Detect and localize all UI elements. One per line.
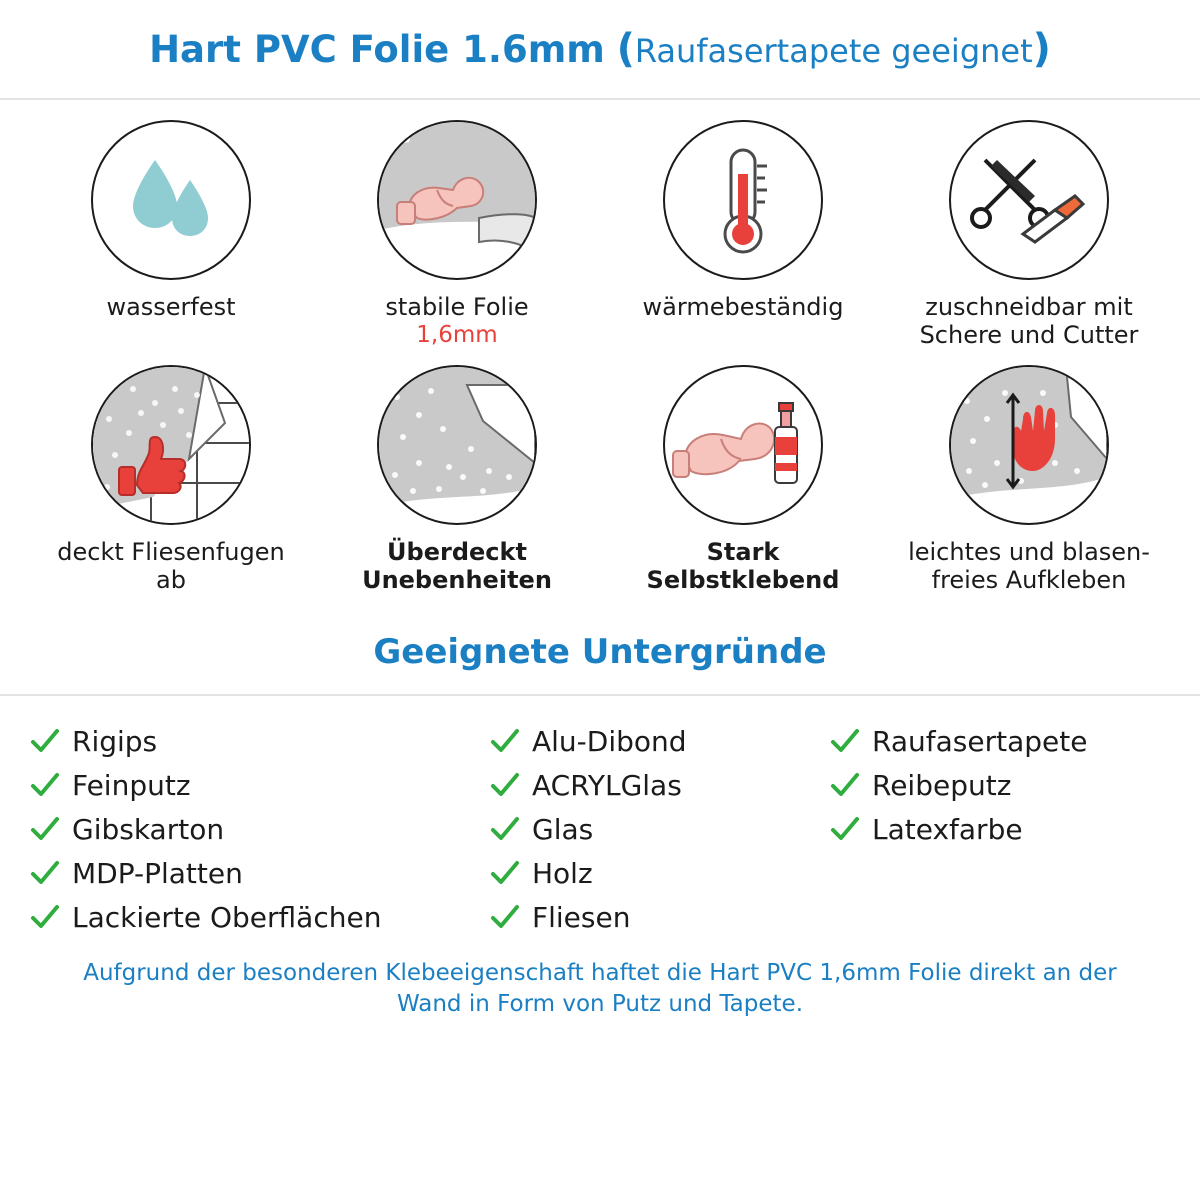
check-icon <box>30 770 60 800</box>
page-title-sub: Raufasertapete geeignet <box>634 32 1033 70</box>
list-item <box>490 720 830 762</box>
feature-label: Stark Selbstklebend <box>646 538 840 594</box>
list-item-label: Rigips <box>72 724 158 758</box>
list-item <box>830 808 1200 850</box>
list-item-label: Fliesen <box>532 900 631 934</box>
feature-icon-circle <box>91 365 251 525</box>
feature-item <box>28 120 314 365</box>
page-title <box>149 26 1051 72</box>
list-item <box>490 852 830 894</box>
feature-item <box>886 120 1172 365</box>
feature-item <box>600 365 886 620</box>
list-item <box>30 896 490 938</box>
paren-open: ( <box>616 26 635 72</box>
check-icon <box>490 726 520 756</box>
substrate-list <box>0 696 1200 938</box>
check-icon <box>490 858 520 888</box>
feature-item <box>28 365 314 620</box>
section-title-substrates: Geeignete Untergründe <box>0 620 1200 696</box>
feature-icon-circle <box>949 120 1109 280</box>
feature-label: leichtes und blasen-freies Aufkleben <box>908 538 1150 594</box>
list-item <box>490 896 830 938</box>
water-drops-icon <box>93 122 249 278</box>
list-item <box>30 720 490 762</box>
check-icon <box>830 726 860 756</box>
list-item-label: Reibeputz <box>872 768 1012 802</box>
list-item-label: Feinputz <box>72 768 191 802</box>
thermometer-icon <box>665 122 821 278</box>
list-item <box>490 764 830 806</box>
hand-smoothing-foil-icon <box>951 367 1107 523</box>
flexing-arm-on-foil-icon <box>379 122 535 278</box>
list-item <box>30 808 490 850</box>
feature-icon-circle <box>377 365 537 525</box>
substrate-column-2 <box>490 720 830 938</box>
check-icon <box>30 726 60 756</box>
list-item-label: Alu-Dibond <box>532 724 687 758</box>
check-icon <box>490 770 520 800</box>
list-item-label: Glas <box>532 812 594 846</box>
feature-label: Überdeckt Unebenheiten <box>362 538 552 594</box>
check-icon <box>30 902 60 932</box>
thumb-up-on-tiles-icon <box>93 367 249 523</box>
feature-item <box>886 365 1172 620</box>
feature-label: zuschneidbar mit Schere und Cutter <box>919 293 1139 349</box>
page-title-main: Hart PVC Folie 1.6mm <box>149 28 605 71</box>
feature-item <box>314 120 600 365</box>
substrate-column-3 <box>830 720 1200 938</box>
list-item-label: Holz <box>532 856 593 890</box>
feature-item <box>600 120 886 365</box>
feature-item <box>314 365 600 620</box>
check-icon <box>30 858 60 888</box>
foil-covering-unevenness-icon <box>379 367 535 523</box>
list-item <box>30 764 490 806</box>
feature-icon-circle <box>949 365 1109 525</box>
list-item <box>830 720 1200 762</box>
flexing-arm-with-glue-icon <box>665 367 821 523</box>
check-icon <box>830 770 860 800</box>
list-item <box>490 808 830 850</box>
feature-icon-circle <box>663 365 823 525</box>
feature-sublabel: 1,6mm <box>416 321 498 348</box>
list-item <box>830 764 1200 806</box>
substrate-column-1 <box>30 720 490 938</box>
list-item-label: Raufasertapete <box>872 724 1088 758</box>
header <box>0 0 1200 100</box>
feature-grid <box>0 100 1200 620</box>
list-item-label: Gibskarton <box>72 812 225 846</box>
list-item-label: Latexfarbe <box>872 812 1023 846</box>
check-icon <box>490 814 520 844</box>
list-item-label: ACRYLGlas <box>532 768 682 802</box>
feature-label: wärmebeständig <box>642 293 844 321</box>
feature-icon-circle <box>663 120 823 280</box>
paren-close: ) <box>1032 26 1051 72</box>
check-icon <box>490 902 520 932</box>
check-icon <box>830 814 860 844</box>
scissors-and-cutter-icon <box>951 122 1107 278</box>
feature-label: wasserfest <box>106 293 236 321</box>
list-item-label: Lackierte Oberflächen <box>72 900 382 934</box>
footer-note: Aufgrund der besonderen Klebeeigenschaft haftet die Hart PVC 1,6mm Folie direkt an der Wand in Form von Putz und Tapete. <box>83 960 1117 1018</box>
feature-icon-circle <box>91 120 251 280</box>
feature-label: stabile Folie 1,6mm <box>385 293 529 348</box>
list-item-label: MDP-Platten <box>72 856 243 890</box>
check-icon <box>30 814 60 844</box>
feature-icon-circle <box>377 120 537 280</box>
feature-label: deckt Fliesenfugen ab <box>57 538 285 594</box>
list-item <box>30 852 490 894</box>
